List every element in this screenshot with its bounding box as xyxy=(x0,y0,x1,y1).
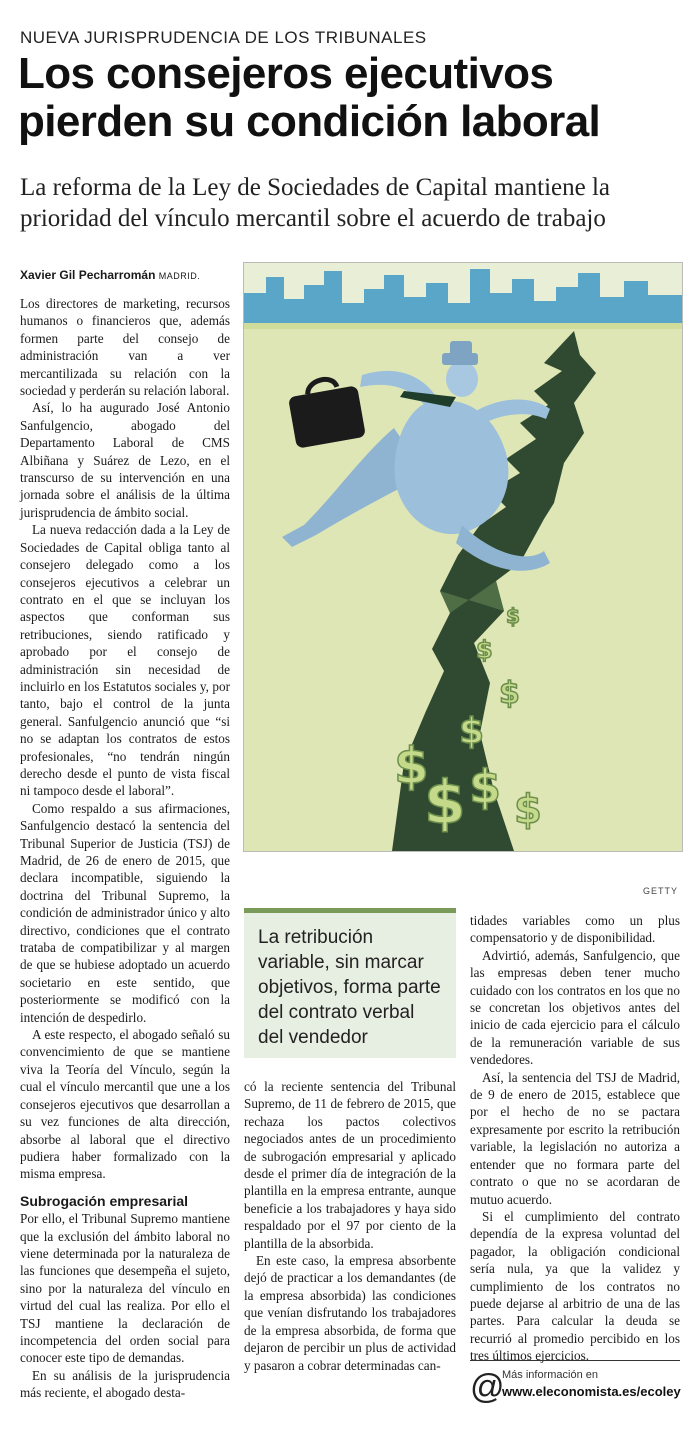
svg-text:$: $ xyxy=(394,737,429,795)
svg-text:$: $ xyxy=(469,760,502,814)
photo-credit: GETTY xyxy=(642,886,678,896)
article-column-3 xyxy=(470,912,680,1364)
paragraph: tidades variables como un plus compensatorio y de disponibilidad. xyxy=(470,913,680,946)
paragraph: En su análisis de la jurisprudencia más reciente, el abogado desta- xyxy=(20,1367,230,1401)
paragraph: Advirtió, además, Sanfulgencio, que las empresas deben tener mucho cuidado con los contratos en los que no se concretan los objetivos antes del inicio de cada ejercicio para el cálculo de la remuneración variable de sus vendedores. xyxy=(470,947,680,1068)
svg-text:$: $ xyxy=(424,768,466,838)
svg-text:$: $ xyxy=(459,711,485,752)
paragraph: Los directores de marketing, recursos humanos o financieros que, además formen parte del consejo de administración van a ver mercantilizada su relación con la sociedad y perderán su relación laboral. xyxy=(20,296,230,399)
at-sign-icon: @ xyxy=(470,1368,505,1406)
svg-text:$: $ xyxy=(499,676,520,711)
paragraph: Así, lo ha augurado José Antonio Sanfulgencio, abogado del Departamento Laboral de CMS Albiñana y Suárez de Lezo, en el transcurso de su intervención en una jornada sobre el análisis de la última jurisprudencia de ámbito social. xyxy=(20,400,230,520)
businessman-jumping-crack-illustration xyxy=(243,262,683,852)
byline-author: Xavier Gil Pecharromán xyxy=(20,268,156,282)
more-info-label: Más información en xyxy=(502,1369,598,1381)
paragraph: Si el cumplimiento del contrato dependía de la expresa voluntad del pagador, la obligación condicional sería nula, ya que la validez y cumplimiento de los contratos no puede dejarse al arbitrio de una de las partes. Para calcular la deuda se recurrió al promedio percibido en los tres últimos ejercicios. xyxy=(470,1208,680,1364)
paragraph: A este respecto, el abogado señaló su convencimiento de que se mantiene viva la Teoría del Vínculo, según la cual el vínculo mercantil que une a los consejeros ejecutivos que desarrollan a su vez funciones de alta dirección, absorbe al laboral que el directivo pudiera haber formalizado con la misma empresa. xyxy=(20,1027,230,1182)
svg-text:$: $ xyxy=(476,636,493,664)
section-label: NUEVA JURISPRUDENCIA DE LOS TRIBUNALES xyxy=(20,28,427,47)
article-column-1 xyxy=(20,295,230,1435)
byline xyxy=(20,268,200,282)
pull-quote-text: La retribución variable, sin marcar objetivos, forma parte del contrato verbal del vendedor xyxy=(258,927,441,1048)
subheadline: La reforma de la Ley de Sociedades de Capital mantiene la prioridad del vínculo mercantil sobre el acuerdo de trabajo xyxy=(20,174,611,232)
more-info-link[interactable]: www.eleconomista.es/ecoley xyxy=(502,1384,681,1399)
svg-text:$: $ xyxy=(514,787,542,833)
more-info-box xyxy=(470,1360,680,1411)
byline-location: MADRID. xyxy=(158,271,201,281)
paragraph: En este caso, la empresa absorbente dejó de practicar a los demandantes (de la empresa absorbida) las condiciones que venían disfrutando los trabajadores de la empresa absorbida, de forma que dejaron de percibir un plus de actividad y pasaron a cobrar determinadas can- xyxy=(244,1253,456,1373)
subheading: Subrogación empresarial xyxy=(20,1192,189,1209)
paragraph: Así, la sentencia del TSJ de Madrid, de 9 de enero de 2015, establece que por el hecho de no se pactara expresamente por escrito la retribución variable, la legislación no autoriza a entender que no formara parte del contrato o que no se acordaran de mutuo acuerdo. xyxy=(470,1069,680,1207)
paragraph: Como respaldo a sus afirmaciones, Sanfulgencio destacó la sentencia del Tribunal Superior de Justicia (TSJ) de Madrid, de 26 de enero de 2015, que declara incompatible, siguiendo la doctrina del Tribunal Supremo, la condición de administrador único y alto directivo, condiciones que el contrato trataba de compatibilizar y al margen de que se hubiese adoptado un acuerdo societario en este sentido, que posteriormente se modificó con la intención de despedirlo. xyxy=(20,800,230,1025)
paragraph: Por ello, el Tribunal Supremo mantiene que la exclusión del ámbito laboral no viene determinada por la naturaleza de las funciones que desempeña el sujeto, sino por la naturaleza del vínculo en virtud del cual las realiza. Por ello el TSJ mantiene la declaración de incompetencia del orden social para conocer este tipo de demandas. xyxy=(20,1211,230,1366)
article-column-2 xyxy=(244,1078,456,1398)
paragraph: La nueva redacción dada a la Ley de Sociedades de Capital obliga tanto al consejero delegado como a los consejeros ejecutivos a celebrar un contrato en el que se incluyan los aspectos que conforman sus retribuciones, siendo ratificado y aprobado por el consejo de administración sin necesidad de incluirlo en los Estatutos sociales y, por tanto, bajo el control de la junta general. Sanfulgencio anunció que “si no se adaptan los contratos de estos profesionales, “no tendrán ningún derecho desde el punto de vista fiscal ni tampoco desde el laboral”. xyxy=(20,522,230,799)
pull-quote xyxy=(244,908,456,1058)
paragraph: có la reciente sentencia del Tribunal Supremo, de 11 de febrero de 2015, que rechaza los pactos colectivos negociados antes de un procedimiento de subrogación empresarial y aplicado desde el primer día de integración de la plantilla en la empresa entrante, aunque beneficie a los trabajadores y haya sido respaldado por el 97 por ciento de la plantilla de la absorbida. xyxy=(244,1079,456,1251)
headline: Los consejeros ejecutivos pierden su condición laboral xyxy=(18,49,601,146)
svg-text:$: $ xyxy=(506,604,520,628)
